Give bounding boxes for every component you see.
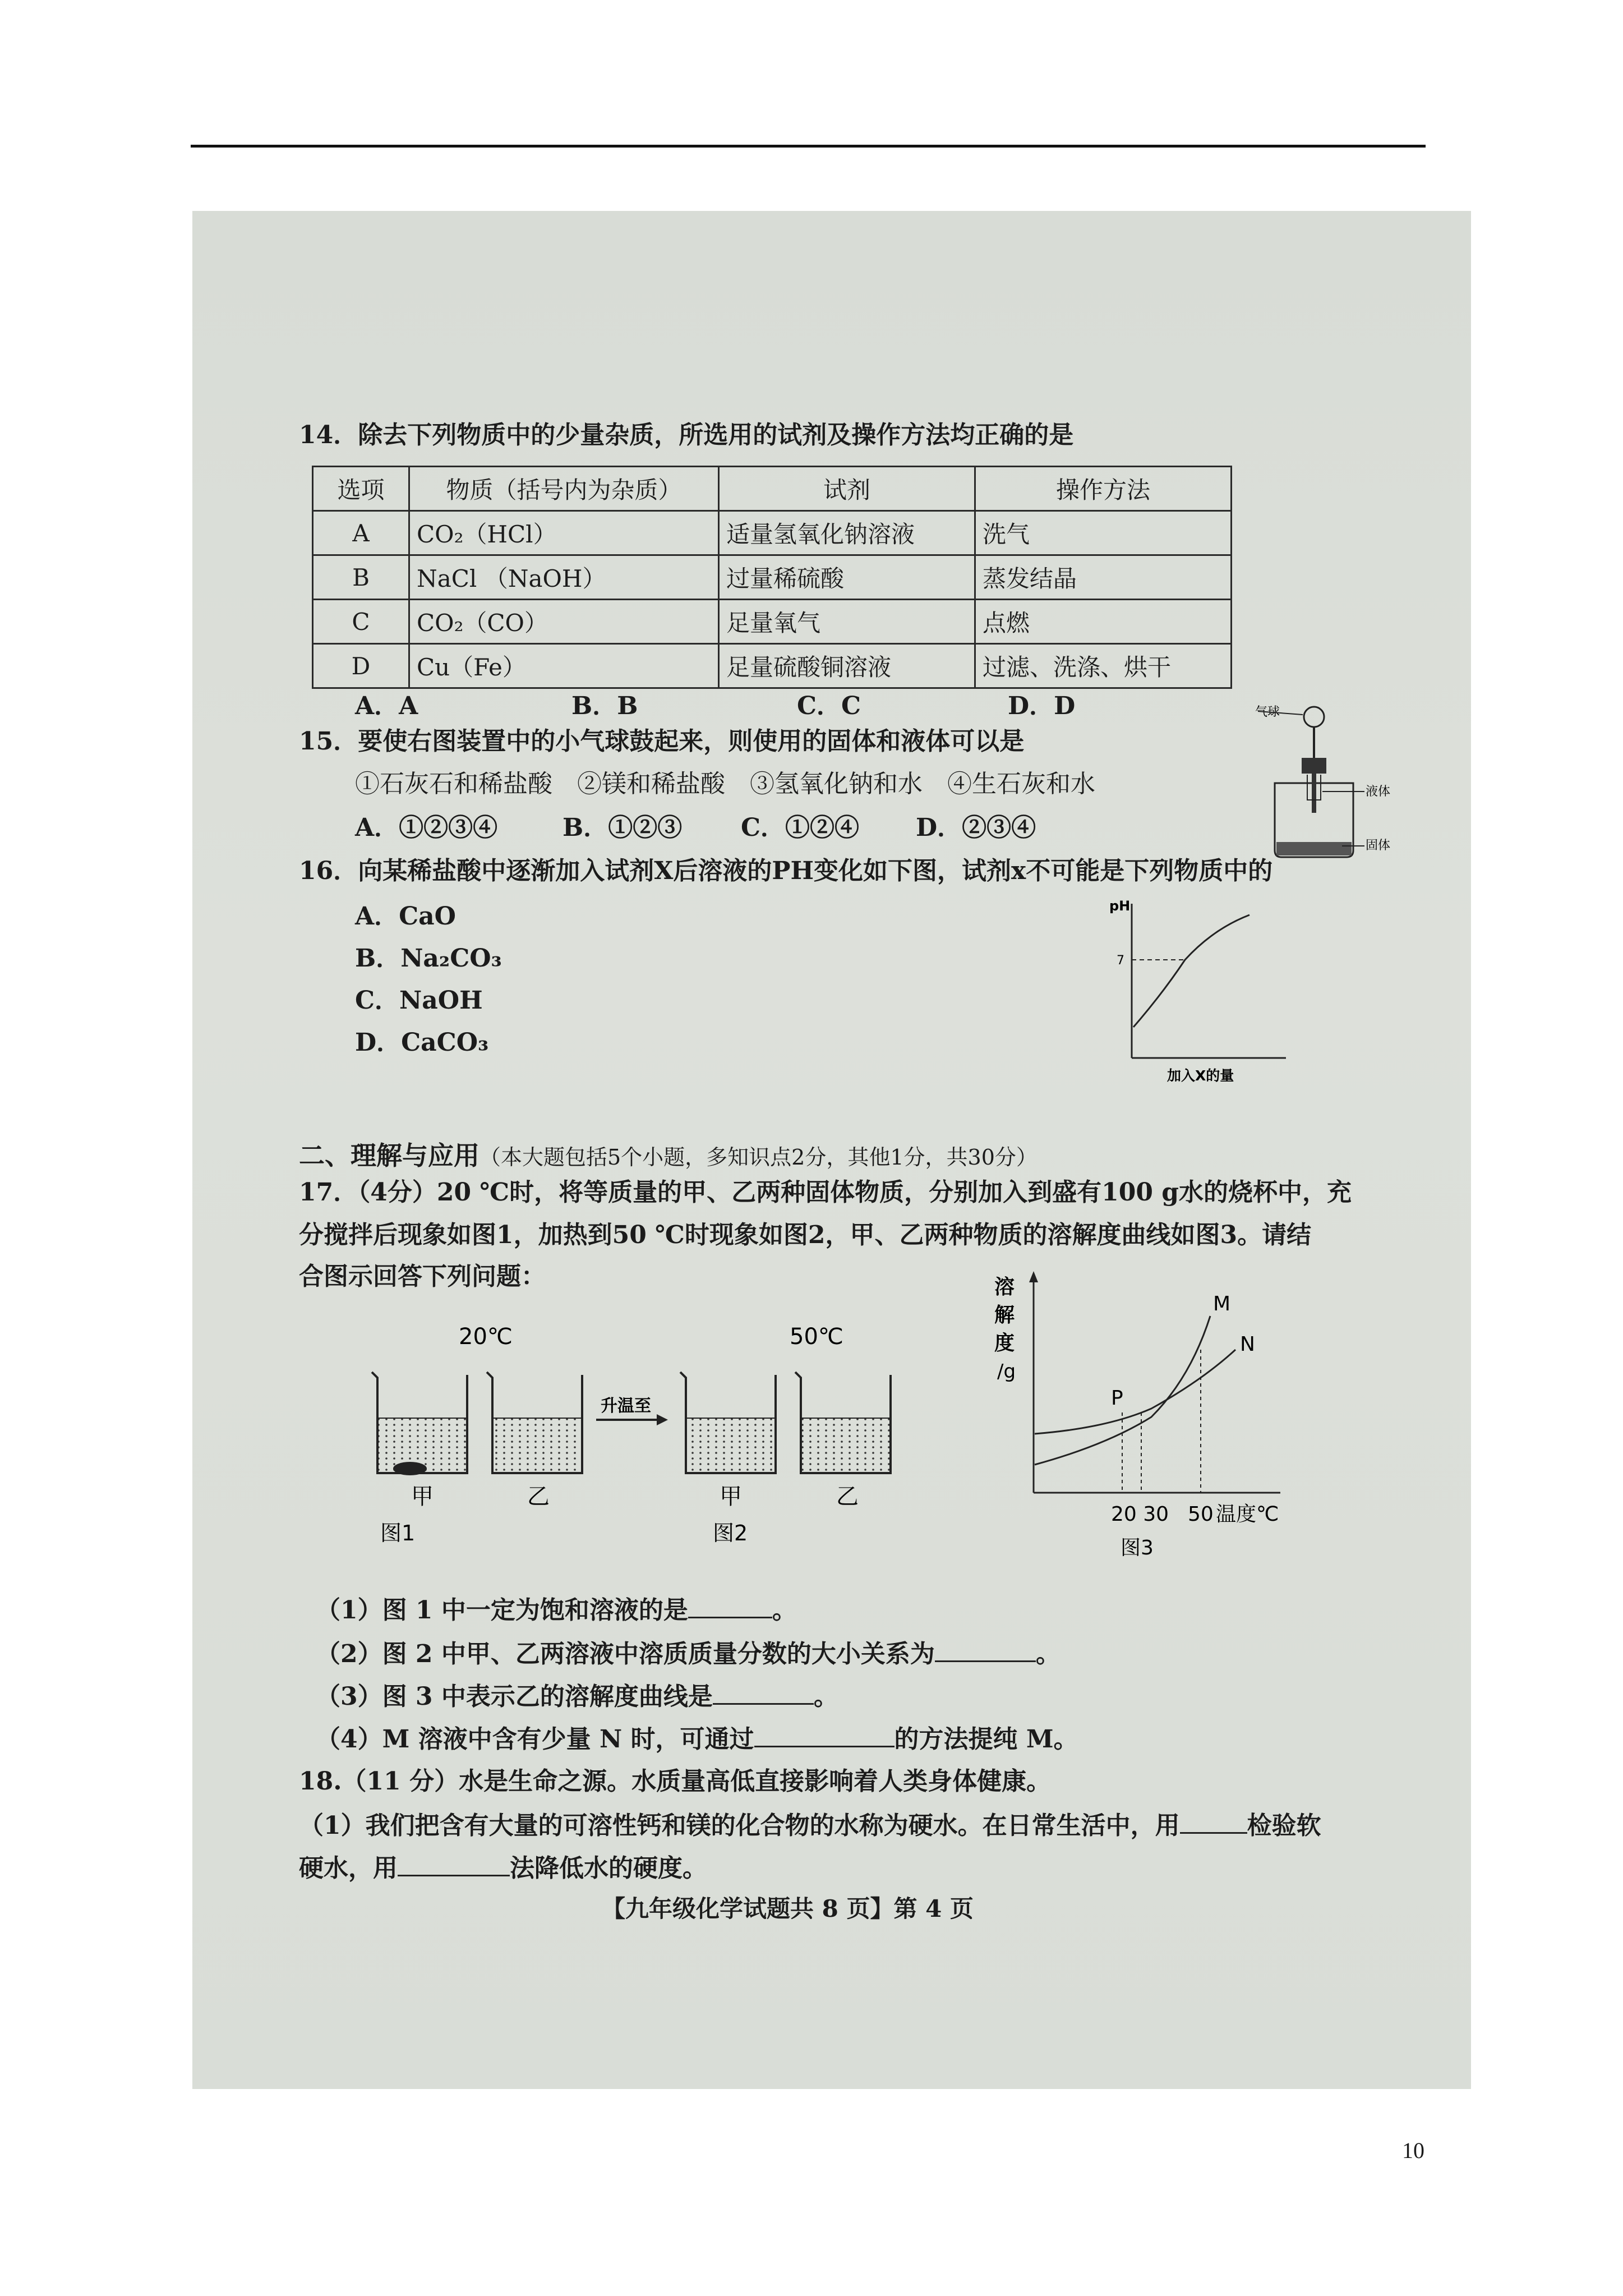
q15-pairs: ①石灰石和稀盐酸 ②镁和稀盐酸 ③氢氧化钠和水 ④生石灰和水 — [355, 770, 1095, 798]
q14-stem: 14．除去下列物质中的少量杂质，所选用的试剂及操作方法均正确的是 — [299, 421, 1074, 449]
fig3-xlabel: 温度℃ — [1216, 1503, 1279, 1526]
q15-option-d: D．②③④ — [916, 813, 1036, 842]
table-row — [313, 511, 1232, 555]
q14-option-c: C．C — [797, 692, 861, 720]
fig1-caption: 图1 — [380, 1521, 416, 1545]
fig2-beaker-yi — [795, 1372, 891, 1473]
q16-option-c: C．NaOH — [355, 986, 483, 1015]
page-number: 10 — [1402, 2138, 1424, 2163]
fig1-beaker-yi — [487, 1372, 582, 1473]
q18-line2-head: 硬水，用 — [299, 1854, 398, 1883]
fig3-ylabel-3: 度 — [994, 1332, 1015, 1355]
table-cell: 洗气 — [975, 511, 1232, 555]
table-cell: 过量稀硫酸 — [719, 555, 975, 600]
fig2-beaker-jia — [680, 1372, 776, 1473]
q16-stem: 16．向某稀盐酸中逐渐加入试剂X后溶液的PH变化如下图，试剂x不可能是下列物质中的 — [299, 857, 1273, 885]
ph-curve — [1133, 915, 1249, 1027]
section-2-heading — [299, 1135, 1038, 1172]
answer-blank[interactable] — [1180, 1812, 1247, 1834]
table-cell: CO₂（HCl） — [409, 511, 719, 555]
ph-x-label: 加入X的量 — [1167, 1068, 1234, 1084]
fig3-p-label: P — [1111, 1387, 1123, 1410]
scanned-photo — [192, 211, 1471, 2089]
table-header: 试剂 — [719, 467, 975, 511]
q17-sub3-text: （3）图 3 中表示乙的溶解度曲线是 — [316, 1682, 713, 1711]
q17-sub3-tail: 。 — [813, 1682, 838, 1711]
section-2-note: （本大题包括5个小题，多知识点2分，其他1分，共30分） — [479, 1145, 1038, 1170]
fig3-m-label: M — [1213, 1292, 1231, 1315]
q17-stem-line1: 17．（4分）20 ℃时，将等质量的甲、乙两种固体物质，分别加入到盛有100 g水的烧杯中，充 — [299, 1178, 1352, 1207]
answer-blank[interactable] — [398, 1855, 510, 1876]
q15-apparatus-figure — [1202, 699, 1391, 862]
table-header: 操作方法 — [975, 467, 1232, 511]
fig3-caption: 图3 — [1121, 1536, 1154, 1559]
q14-option-a: A．A — [355, 692, 418, 720]
table-header: 物质（括号内为杂质） — [409, 467, 719, 511]
q17-sub1-text: （1）图 1 中一定为饱和溶液的是 — [316, 1596, 688, 1625]
q18-line1 — [299, 1812, 1321, 1838]
table-header: 选项 — [313, 467, 409, 511]
q18-line2 — [299, 1855, 707, 1881]
q18-line1-text: （1）我们把含有大量的可溶性钙和镁的化合物的水称为硬水。在日常生活中，用 — [299, 1811, 1180, 1840]
q17-sub2-text: （2）图 2 中甲、乙两溶液中溶质质量分数的大小关系为 — [316, 1640, 935, 1668]
answer-blank[interactable] — [754, 1726, 895, 1747]
q16-option-d: D．CaCO₃ — [355, 1028, 489, 1057]
table-cell: C — [313, 600, 409, 644]
fig1-jia-label: 甲 — [411, 1484, 434, 1510]
table-header-row — [313, 467, 1232, 511]
table-cell: 点燃 — [975, 600, 1232, 644]
q16-option-a: A．CaO — [355, 902, 456, 931]
ph-axis-label: pH — [1109, 898, 1131, 914]
answer-blank[interactable] — [713, 1683, 814, 1705]
arrow-icon — [657, 1414, 668, 1425]
fig2-jia-label: 甲 — [720, 1484, 742, 1510]
arrow-label: 升温至 — [601, 1396, 651, 1416]
q16-option-b: B．Na₂CO₃ — [355, 944, 502, 973]
fig2-temp: 50℃ — [790, 1324, 843, 1350]
table-cell: D — [313, 644, 409, 688]
table-row — [313, 600, 1232, 644]
table-row — [313, 555, 1232, 600]
table-cell: 过滤、洗涤、烘干 — [975, 644, 1232, 688]
scanned-page-footer: 【九年级化学试题共 8 页】第 4 页 — [602, 1895, 974, 1922]
balloon-label: 气球 — [1255, 705, 1280, 719]
q17-sub2 — [316, 1640, 1061, 1667]
table-cell: 足量氧气 — [719, 600, 975, 644]
q17-sub1-tail: 。 — [772, 1596, 797, 1625]
q15-stem: 15．要使右图装置中的小气球鼓起来，则使用的固体和液体可以是 — [299, 727, 1025, 756]
q14-option-d: D．D — [1008, 692, 1076, 720]
fig3-n-label: N — [1240, 1333, 1255, 1356]
table-cell: B — [313, 555, 409, 600]
q17-sub2-tail: 。 — [1035, 1640, 1061, 1668]
curve-n — [1035, 1350, 1235, 1434]
table-cell: CO₂（CO） — [409, 600, 719, 644]
q14-table — [312, 466, 1232, 689]
q17-sub4 — [316, 1726, 1078, 1752]
q17-sub4-tail: 的方法提纯 M。 — [894, 1725, 1078, 1754]
q15-option-b: B．①②③ — [562, 813, 683, 842]
fig1-beaker-jia — [372, 1372, 467, 1475]
fig3-ylabel-2: 解 — [994, 1304, 1015, 1327]
q15-option-c: C．①②④ — [741, 813, 860, 842]
q17-solubility-graph — [966, 1266, 1381, 1557]
q16-ph-graph — [1101, 898, 1325, 1083]
table-cell: 足量硫酸铜溶液 — [719, 644, 975, 688]
answer-blank[interactable] — [935, 1640, 1036, 1662]
header-rule — [191, 145, 1426, 148]
table-cell: Cu（Fe） — [409, 644, 719, 688]
section-2-title: 二、理解与应用 — [299, 1140, 479, 1171]
liquid-label: 液体 — [1366, 785, 1391, 799]
q18-line1-tail: 检验软 — [1247, 1811, 1321, 1840]
fig1-yi-label: 乙 — [527, 1484, 550, 1510]
q18-line2-tail: 法降低水的硬度。 — [510, 1854, 707, 1883]
ph-tick-7: 7 — [1117, 954, 1124, 968]
table-row — [313, 644, 1232, 688]
fig3-ylabel-1: 溶 — [994, 1276, 1015, 1299]
fig2-caption: 图2 — [713, 1521, 748, 1545]
q17-sub1 — [316, 1596, 797, 1623]
q17-sub3 — [316, 1683, 838, 1709]
q14-option-b: B．B — [571, 692, 638, 720]
fig1-temp: 20℃ — [459, 1324, 513, 1350]
table-cell: NaCl （NaOH） — [409, 555, 719, 600]
fig3-xticks: 20 30 — [1111, 1503, 1169, 1526]
table-cell: 适量氢氧化钠溶液 — [719, 511, 975, 555]
fig2-yi-label: 乙 — [836, 1484, 859, 1510]
fig3-ylabel-4: /g — [997, 1360, 1016, 1383]
q17-stem-line2: 分搅拌后现象如图1，加热到50 ℃时现象如图2，甲、乙两种物质的溶解度曲线如图3。请结 — [299, 1221, 1312, 1249]
q18-stem: 18.（11 分）水是生命之源。水质量高低直接影响着人类身体健康。 — [299, 1767, 1052, 1796]
q17-beakers-figure — [361, 1322, 1022, 1546]
q17-stem-line3: 合图示回答下列问题： — [299, 1262, 546, 1291]
table-cell: A — [313, 511, 409, 555]
balloon-shape — [1304, 707, 1324, 727]
solid-label: 固体 — [1366, 839, 1391, 853]
table-cell: 蒸发结晶 — [975, 555, 1232, 600]
q15-option-a: A．①②③④ — [355, 813, 498, 842]
answer-blank[interactable] — [688, 1596, 772, 1618]
q17-sub4-text: （4）M 溶液中含有少量 N 时，可通过 — [316, 1725, 754, 1754]
fig3-x50: 50 — [1188, 1503, 1214, 1526]
